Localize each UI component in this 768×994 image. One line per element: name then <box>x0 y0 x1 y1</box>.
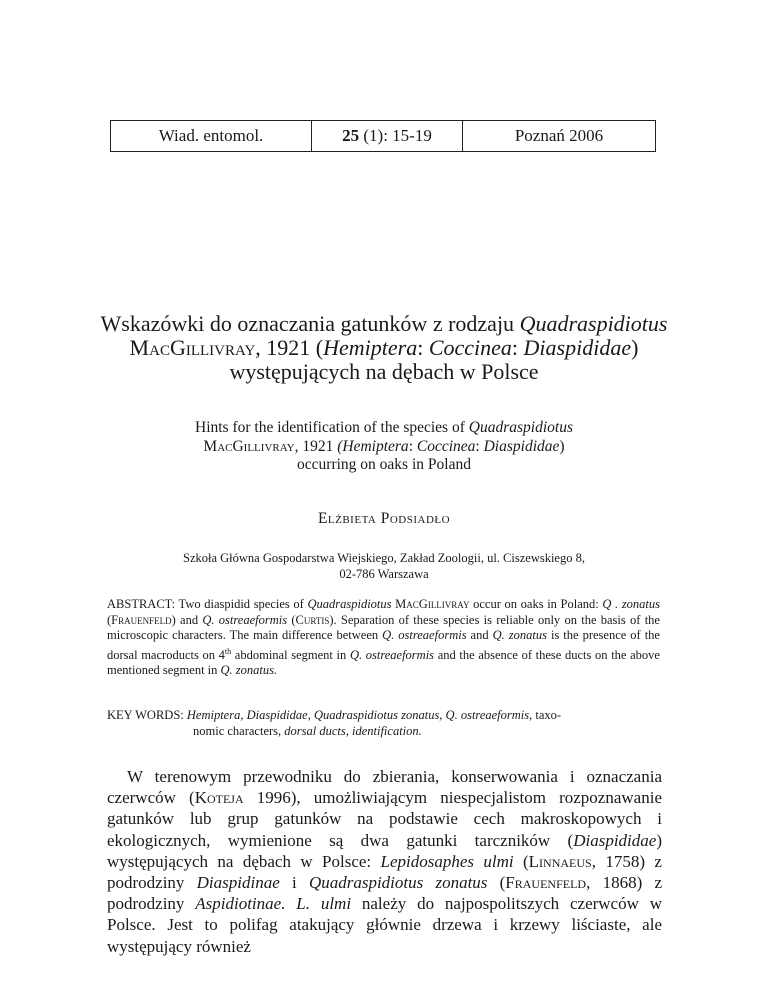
title-authority: MacGillivray <box>129 335 256 360</box>
body-species: Quadraspidiotus zonatus <box>308 873 488 893</box>
title-family: Diaspididae <box>523 335 632 360</box>
keywords-continuation <box>107 724 660 740</box>
keywords-italic: , dorsal ducts, identification. <box>278 723 422 738</box>
body-text: , 1868) z podrodziny <box>107 873 662 914</box>
body-text: ( <box>513 851 529 871</box>
body-text: ( <box>487 873 506 893</box>
abstract <box>107 597 660 679</box>
abstract-text: ( <box>287 612 296 627</box>
subtitle-text: Hints for the identification of the species of <box>195 419 469 436</box>
subtitle-text: , 1921 <box>294 437 338 455</box>
body-subfamily: Aspidiotinae. L. ulmi <box>195 894 352 914</box>
paragraph <box>107 766 662 957</box>
journal-name: Wiad. entomol. <box>158 126 264 145</box>
abstract-text: and <box>466 628 493 642</box>
english-title <box>60 419 708 475</box>
body-family: Diaspididae <box>573 830 657 850</box>
abstract-genus: Quadraspidiotus <box>307 597 392 611</box>
abstract-text: Two diaspidid species of <box>175 597 308 611</box>
keywords-italic: Hemiptera, Diaspididae, Quadraspidiotus zonatus, Q. ostreaeformis, <box>183 708 533 722</box>
abstract-text: abdominal segment in <box>231 647 350 662</box>
volume-cell <box>312 121 463 152</box>
subtitle-family: Diaspididae <box>483 437 560 455</box>
keywords <box>107 708 660 739</box>
keywords-label: KEY WORDS: <box>107 708 184 722</box>
abstract-species: Q. zonatus. <box>220 663 278 678</box>
affiliation-line: Szkoła Główna Gospodarstwa Wiejskiego, Zakład Zoologii, ul. Ciszewskiego 8, <box>183 551 585 565</box>
body-paragraph <box>107 766 662 957</box>
abstract-authority: Frauenfeld <box>111 612 172 627</box>
subtitle-order: (Hemiptera <box>337 437 409 455</box>
author-name: Elżbieta Podsiadło <box>317 510 451 527</box>
body-text: ) występujących na dębach w Polsce: <box>107 830 662 871</box>
body-text: 1996), umożliwiającym niespecjalistom rozpoznawanie gatunków lub grup gatunków na podstawie cech makroskopowych i ekologicznych, wymienione są dwa gatunki tarczników ( <box>107 788 662 850</box>
abstract-species: Q. ostreaeformis <box>202 612 288 627</box>
subtitle-authority: MacGillivray <box>203 437 295 455</box>
body-authority: Linnaeus <box>528 851 592 871</box>
affiliation <box>60 550 708 582</box>
place-year: Poznań 2006 <box>514 126 604 145</box>
title-text: : <box>417 335 429 360</box>
title-text: ) <box>631 335 639 360</box>
abstract-text: is the presence of the dorsal macroducts on 4 <box>107 628 660 662</box>
abstract-text: and the absence of these ducts on the above mentioned segment in <box>107 647 660 678</box>
title-text: : <box>511 335 524 360</box>
journal-header-table <box>110 120 656 152</box>
abstract-species: Q. ostreaeformis <box>382 628 467 642</box>
abstract-text: ). Separation of these species is reliable only on the basis of the microscopic characters. The main difference between <box>107 612 660 642</box>
abstract-species: Q. ostreaeformis <box>349 647 435 662</box>
subtitle-suborder: Coccinea <box>416 437 476 455</box>
subtitle-text: occurring on oaks in Poland <box>297 456 471 473</box>
body-text: i <box>279 873 309 893</box>
polish-title <box>60 312 708 384</box>
body-text: , 1758) z podrodziny <box>107 851 662 893</box>
body-authority: Koteja <box>194 788 244 808</box>
abstract-authority: Curtis <box>295 612 330 627</box>
keywords-text: nomic characters <box>193 723 279 738</box>
affiliation-line: 02-786 Warszawa <box>339 567 429 581</box>
journal-name-cell <box>111 121 312 152</box>
body-text: W terenowym przewodniku do zbierania, konserwowania i oznaczania czerwców ( <box>107 767 662 808</box>
abstract-species: Q . zonatus <box>602 597 661 611</box>
abstract-text: occur on oaks in Poland: <box>469 597 603 611</box>
title-text: Wskazówki do oznaczania gatunków z rodzaju <box>100 311 520 336</box>
subtitle-text: ) <box>559 437 565 455</box>
title-text: , 1921 ( <box>255 335 324 360</box>
abstract-text: ( <box>107 612 112 627</box>
place-year-cell <box>463 121 656 152</box>
volume-number: 25 <box>342 126 360 145</box>
title-order: Hemiptera <box>323 335 418 360</box>
abstract-species: Q. zonatus <box>492 628 547 642</box>
keywords-text: taxo- <box>532 708 562 722</box>
subtitle-genus: Quadraspidiotus <box>468 419 573 436</box>
abstract-superscript: th <box>224 646 232 656</box>
subtitle-text: : <box>408 437 417 455</box>
issue-pages: (1): 15-19 <box>359 126 432 145</box>
body-species: Lepidosaphes ulmi <box>380 851 514 871</box>
body-subfamily: Diaspidinae <box>196 873 280 893</box>
body-authority: Frauenfeld <box>505 873 587 893</box>
abstract-authority: MacGillivray <box>395 597 470 611</box>
abstract-text: ) and <box>171 612 203 627</box>
body-text: należy do najpospolitszych czerwców w Polsce. Jest to polifag atakujący głównie drzewa i krzewy liściaste, ale występujący również <box>107 894 662 956</box>
abstract-label: ABSTRACT: <box>107 597 176 611</box>
subtitle-text: : <box>475 437 484 455</box>
title-suborder: Coccinea <box>428 335 512 360</box>
title-genus: Quadraspidiotus <box>519 311 668 336</box>
title-text: występujących na dębach w Polsce <box>229 359 539 384</box>
